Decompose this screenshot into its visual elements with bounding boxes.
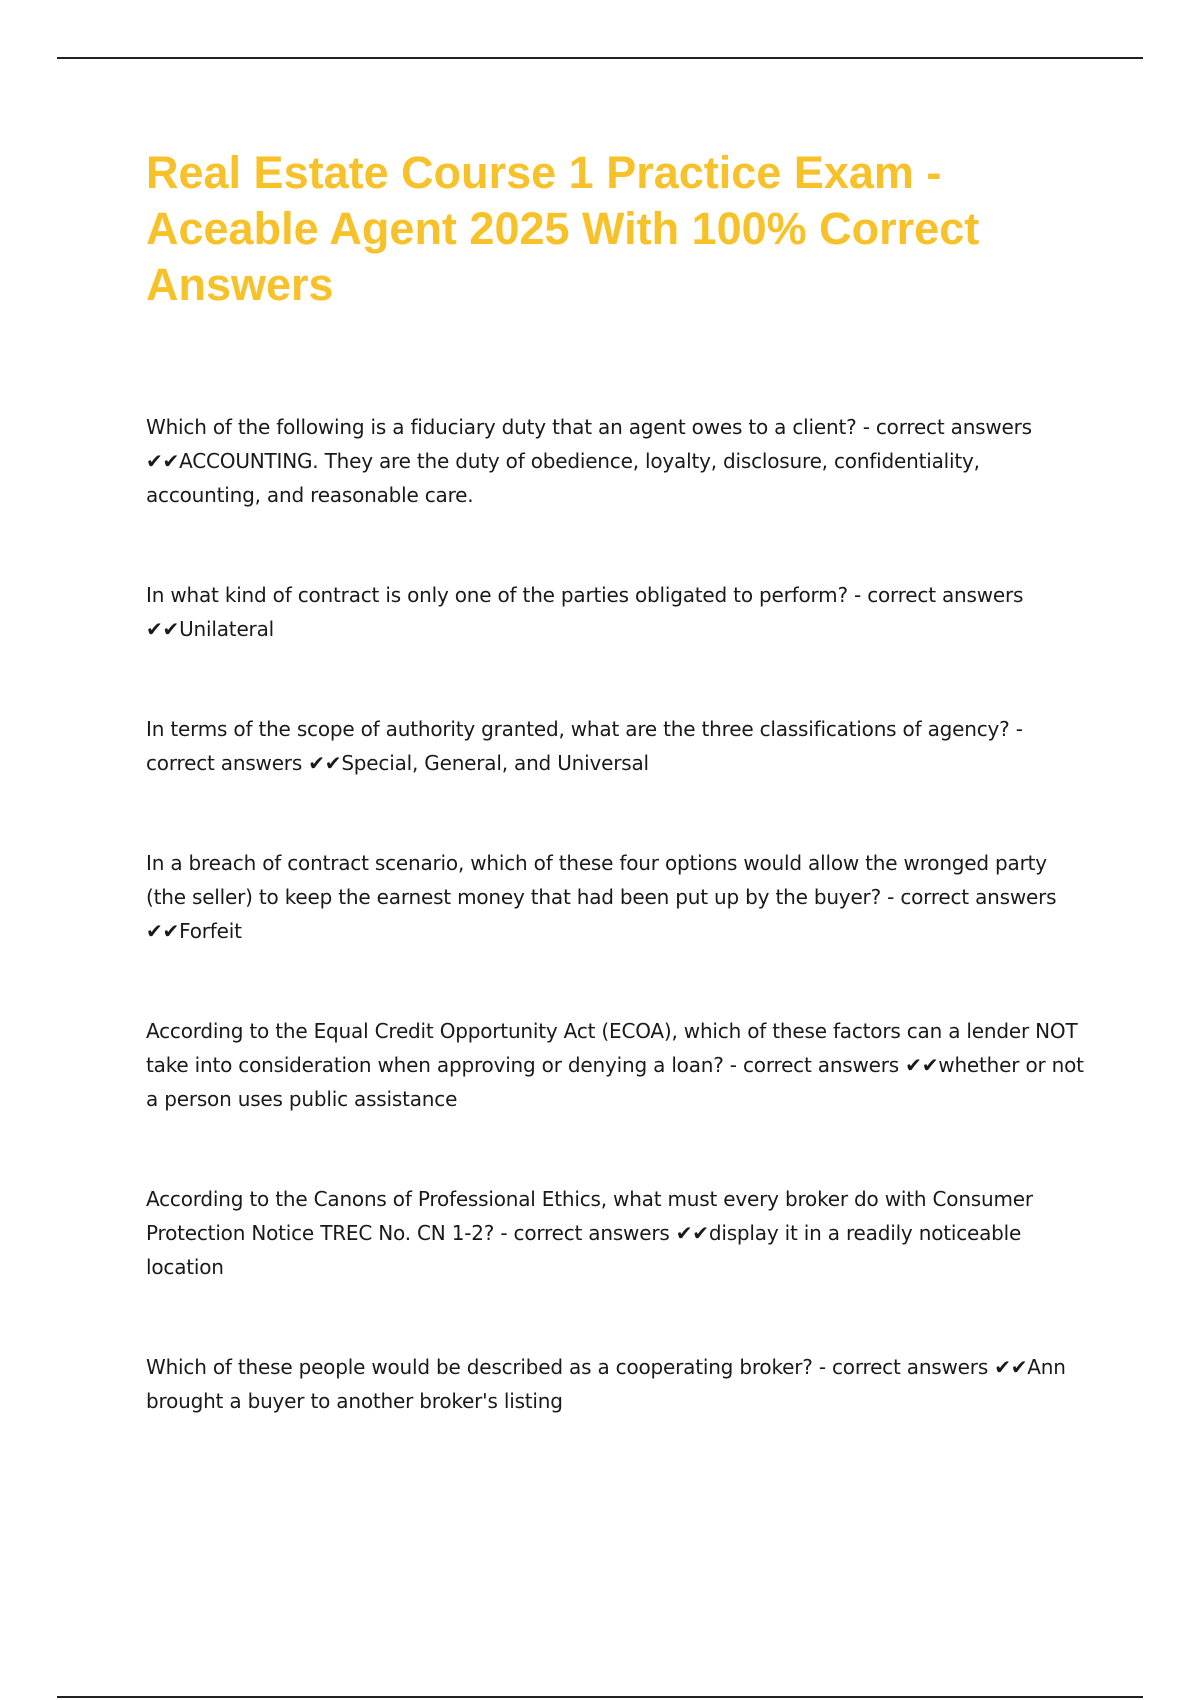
qa-entry-1: Which of the following is a fiduciary duty that an agent owes to a client? - correct answers ✔✔ACCOUNTING. They are the duty of obedience, loyalty, disclosure, confidentiality, accounting, and reasonable care.	[146, 415, 1032, 507]
qa-entry-6: According to the Canons of Professional Ethics, what must every broker do with Consumer Protection Notice TREC No. CN 1-2? - correct answers ✔✔display it in a readily noticeable location	[146, 1187, 1033, 1279]
document-title: Real Estate Course 1 Practice Exam - Aceable Agent 2025 With 100% Correct Answers	[146, 147, 980, 310]
qa-entry-4: In a breach of contract scenario, which of these four options would allow the wronged party (the seller) to keep the earnest money that had been put up by the buyer? - correct answers ✔✔Forfeit	[146, 851, 1057, 943]
qa-entry-7: Which of these people would be described as a cooperating broker? - correct answers ✔✔Ann brought a buyer to another broker's listing	[146, 1355, 1066, 1413]
qa-entry-3: In terms of the scope of authority granted, what are the three classifications of agency? - correct answers ✔✔Special, General, and Universal	[146, 717, 1023, 775]
bottom-rule	[57, 1696, 1143, 1698]
qa-entry-5: According to the Equal Credit Opportunity Act (ECOA), which of these factors can a lender NOT take into consideration when approving or denying a loan? - correct answers ✔✔whether or not a person uses public assistance	[146, 1019, 1084, 1111]
top-rule	[57, 57, 1143, 59]
qa-entry-2: In what kind of contract is only one of the parties obligated to perform? - correct answers ✔✔Unilateral	[146, 583, 1024, 641]
